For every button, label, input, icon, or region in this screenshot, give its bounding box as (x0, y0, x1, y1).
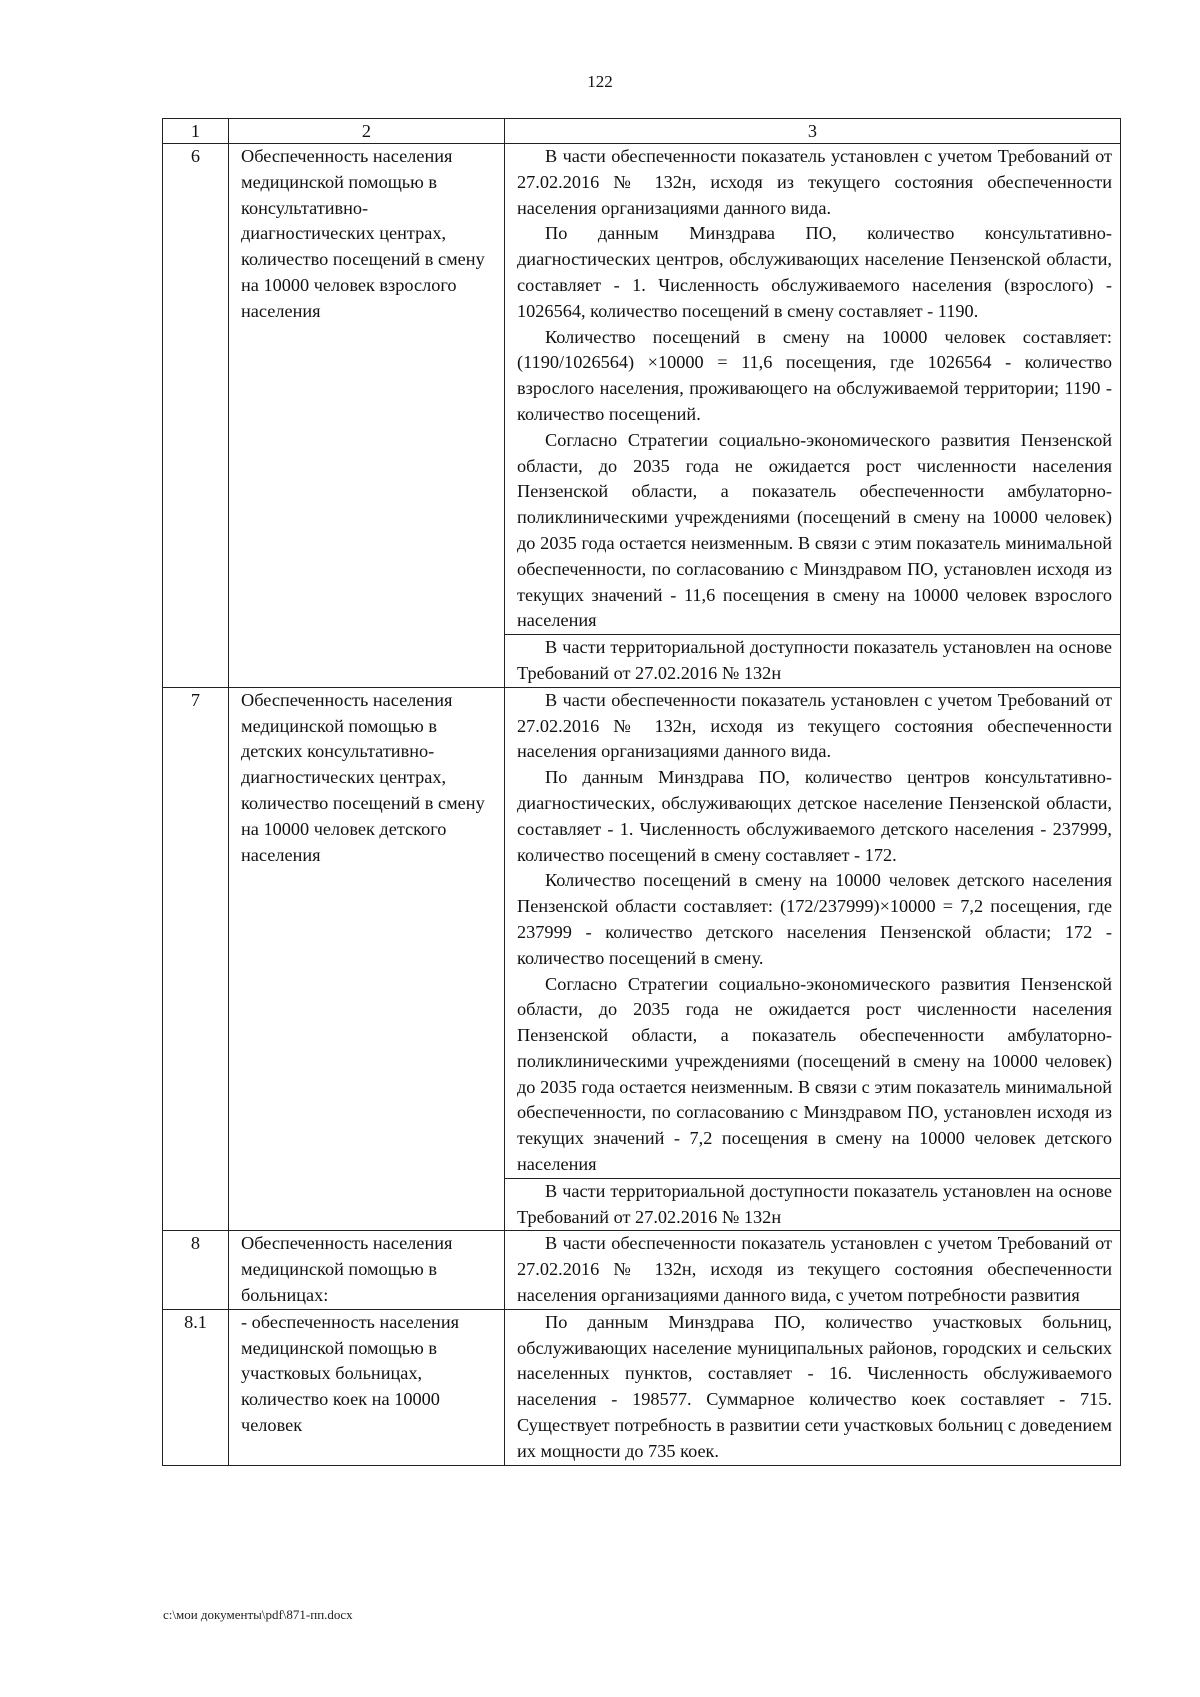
header-col-1: 1 (163, 119, 229, 144)
paragraph: В части обеспеченности показатель установлен с учетом Требований от 27.02.2016 № 132н, исходя из текущего состояния обеспеченности населения организациями данного вида. (517, 146, 1112, 218)
indicator-name: Обеспеченность населения медицинской помощью в консультативно-диагностических центрах, количество посещений в смену на 10000 человек взрослого населения (229, 144, 505, 688)
paragraph: Количество посещений в смену на 10000 человек детского населения Пензенской области составляет: (172/237999)×10000 = 7,2 посещения, где 237999 - количество детского населения Пензенской области; 172 - количество посещений в смену. (517, 870, 1112, 968)
indicators-table (162, 118, 1121, 1466)
indicator-name: Обеспеченность населения медицинской помощью в больницах: (229, 1231, 505, 1309)
table-row (163, 687, 1121, 1178)
indicator-name: Обеспеченность населения медицинской помощью в детских консультативно-диагностических центрах, количество посещений в смену на 10000 человек детского населения (229, 687, 505, 1231)
table-row (163, 1231, 1121, 1309)
paragraph: В части территориальной доступности показатель установлен на основе Требований от 27.02.2016 № 132н (517, 637, 1112, 683)
paragraph: В части обеспеченности показатель установлен с учетом Требований от 27.02.2016 № 132н, исходя из текущего состояния обеспеченности населения организациями данного вида. (517, 689, 1112, 762)
justification-cell (505, 687, 1121, 1178)
paragraph: Согласно Стратегии социально-экономического развития Пензенской области, до 2035 года не ожидается рост численности населения Пензенской области, а показатель обеспеченности амбулаторно-поликлиническими учреждениями (посещений в смену на 10000 человек) до 2035 года остается неизменным. В связи с этим показатель минимальной обеспеченности, по согласованию с Минздравом ПО, установлен исходя из текущих значений - 11,6 посещения в смену на 10000 человек взрослого населения (517, 429, 1112, 631)
row-number: 7 (163, 687, 229, 1231)
paragraph: Количество посещений в смену на 10000 человек составляет: (1190/1026564) ×10000 = 11,6 посещения, где 1026564 - количество взрослого населения, проживающего на обслуживаемой территории; 1190 - количество посещений. (517, 326, 1112, 424)
row-number: 8 (163, 1231, 229, 1309)
table-header-row (163, 119, 1121, 144)
header-col-3: 3 (505, 119, 1121, 144)
paragraph: По данным Минздрава ПО, количество центров консультативно-диагностических, обслуживающих детское население Пензенской области, составляет - 1. Численность обслуживаемого детского населения - 237999, количество посещений в смену составляет - 172. (517, 767, 1112, 865)
indicator-name: - обеспеченность населения медицинской помощью в участковых больницах, количество коек на 10000 человек (229, 1309, 505, 1465)
table-row (163, 1309, 1121, 1465)
row-number: 8.1 (163, 1309, 229, 1465)
paragraph: В части территориальной доступности показатель установлен на основе Требований от 27.02.2016 № 132н (517, 1180, 1112, 1227)
header-col-2: 2 (229, 119, 505, 144)
accessibility-cell (505, 1178, 1121, 1231)
paragraph: По данным Минздрава ПО, количество участковых больниц, обслуживающих население муниципальных районов, городских и сельских населенных пунктов, составляет - 16. Численность обслуживаемого населения - 198577. Суммарное количество коек составляет - 715. Существует потребность в развитии сети участковых больниц с доведением их мощности до 735 коек. (517, 1311, 1112, 1461)
page-number: 122 (587, 72, 613, 91)
paragraph: По данным Минздрава ПО, количество консультативно-диагностических центров, обслуживающих население Пензенской области, составляет - 1. Численность обслуживаемого населения (взрослого) - 1026564, количество посещений в смену составляет - 1190. (517, 223, 1112, 321)
footer-file-path: c:\мои документы\pdf\871-пп.docx (163, 1607, 353, 1622)
accessibility-cell (505, 635, 1121, 688)
justification-cell (505, 144, 1121, 635)
justification-cell (505, 1309, 1121, 1465)
paragraph: В части обеспеченности показатель установлен с учетом Требований от 27.02.2016 № 132н, исходя из текущего состояния обеспеченности населения организациями данного вида, с учетом потребности развития (517, 1233, 1112, 1306)
row-number: 6 (163, 144, 229, 688)
table-row (163, 144, 1121, 635)
justification-cell (505, 1231, 1121, 1309)
paragraph: Согласно Стратегии социально-экономического развития Пензенской области, до 2035 года не ожидается рост численности населения Пензенской области, а показатель обеспеченности амбулаторно-поликлиническими учреждениями (посещений в смену на 10000 человек) до 2035 года остается неизменным. В связи с этим показатель минимальной обеспеченности, по согласованию с Минздравом ПО, установлен исходя из текущих значений - 7,2 посещения в смену на 10000 человек детского населения (517, 973, 1112, 1175)
